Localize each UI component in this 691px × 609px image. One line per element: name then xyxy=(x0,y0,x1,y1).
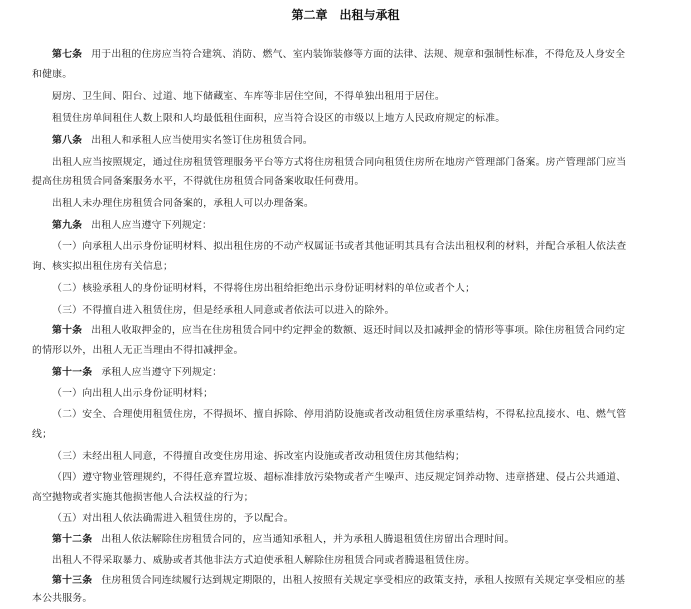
article-number: 第九条 xyxy=(52,220,83,231)
article-text: 出租人收取押金的，应当在住房租赁合同中约定押金的数额、返还时间以及扣减押金的情形等事项。除住房租赁合同约定 xyxy=(91,325,626,336)
text-line: 提高住房租赁合同备案服务水平，不得就住房租赁合同备案收取任何费用。 xyxy=(32,176,365,187)
text-line: 和健康。 xyxy=(32,69,73,80)
article-9 xyxy=(52,218,662,234)
article-7 xyxy=(52,47,662,63)
article-number: 第十条 xyxy=(52,325,83,336)
article-13 xyxy=(52,573,662,589)
paragraph-line: 出租人应当按照规定，通过住房租赁管理服务平台等方式将住房租赁合同向租赁住房所在地房产管理部门备案。房产管理部门应当 xyxy=(52,157,627,168)
article-text: 出租人和承租人应当使用实名签订住房租赁合同。 xyxy=(91,135,313,146)
paragraph-line: （三）不得擅自进入租赁住房，但是经承租人同意或者依法可以进入的除外。 xyxy=(52,305,395,316)
article-10 xyxy=(52,323,662,339)
text-line: 询、核实拟出租住房有关信息； xyxy=(32,261,174,272)
article-text: 住房租赁合同连续履行达到规定期限的，出租人按照有关规定享受相应的政策支持，承租人按照有关规定享受相应的基 xyxy=(101,575,626,586)
article-8 xyxy=(52,133,662,149)
article-text: 用于出租的住房应当符合建筑、消防、燃气、室内装饰装修等方面的法律、法规、规章和强制性标准，不得危及人身安全 xyxy=(91,49,626,60)
article-number: 第十二条 xyxy=(52,534,93,545)
chapter-title: 第二章 出租与承租 xyxy=(291,8,400,22)
paragraph-line: 出租人未办理住房租赁合同备案的，承租人可以办理备案。 xyxy=(52,198,314,209)
text-line: 的情形以外，出租人无正当理由不得扣减押金。 xyxy=(32,345,244,356)
paragraph-line: （五）对出租人依法确需进入租赁住房的，予以配合。 xyxy=(52,513,294,524)
article-number: 第十一条 xyxy=(52,367,93,378)
paragraph-line: 出租人不得采取暴力、威胁或者其他非法方式迫使承租人解除住房租赁合同或者腾退租赁住房。 xyxy=(52,555,476,566)
text-line: 本公共服务。 xyxy=(32,593,93,604)
article-text: 出租人应当遵守下列规定： xyxy=(91,220,213,231)
paragraph-line: （三）未经出租人同意，不得擅自改变住房用途、拆改室内设施或者改动租赁住房其他结构； xyxy=(52,451,466,462)
article-11 xyxy=(52,365,662,381)
paragraph-line: 租赁住房单间租住人数上限和人均最低租住面积，应当符合设区的市级以上地方人民政府规定的标准。 xyxy=(52,113,506,124)
article-number: 第十三条 xyxy=(52,575,93,586)
article-number: 第八条 xyxy=(52,135,83,146)
article-12 xyxy=(52,532,662,548)
text-line: 线； xyxy=(32,429,53,440)
text-line: 高空抛物或者实施其他损害他人合法权益的行为； xyxy=(32,492,254,503)
paragraph-line: （二）安全、合理使用租赁住房，不得损坏、擅自拆除、停用消防设施或者改动租赁住房承重结构，不得私拉乱接水、电、燃气管 xyxy=(52,409,627,420)
article-number: 第七条 xyxy=(52,49,83,60)
article-text: 承租人应当遵守下列规定： xyxy=(101,367,223,378)
paragraph-line: （四）遵守物业管理规约，不得任意弃置垃圾、超标准排放污染物或者产生噪声、违反规定饲养动物、违章搭建、侵占公共通道、 xyxy=(52,472,627,483)
paragraph-line: （一）向承租人出示身份证明材料、拟出租住房的不动产权属证书或者其他证明其具有合法出租权利的材料，并配合承租人依法查 xyxy=(52,241,627,252)
paragraph-line: （二）核验承租人的身份证明材料，不得将住房出租给拒绝出示身份证明材料的单位或者个人； xyxy=(52,283,476,294)
article-text: 出租人依法解除住房租赁合同的，应当通知承租人，并为承租人腾退租赁住房留出合理时间。 xyxy=(101,534,515,545)
paragraph-line: （一）向出租人出示身份证明材料； xyxy=(52,388,214,399)
paragraph-line: 厨房、卫生间、阳台、过道、地下储藏室、车库等非居住空间，不得单独出租用于居住。 xyxy=(52,91,445,102)
